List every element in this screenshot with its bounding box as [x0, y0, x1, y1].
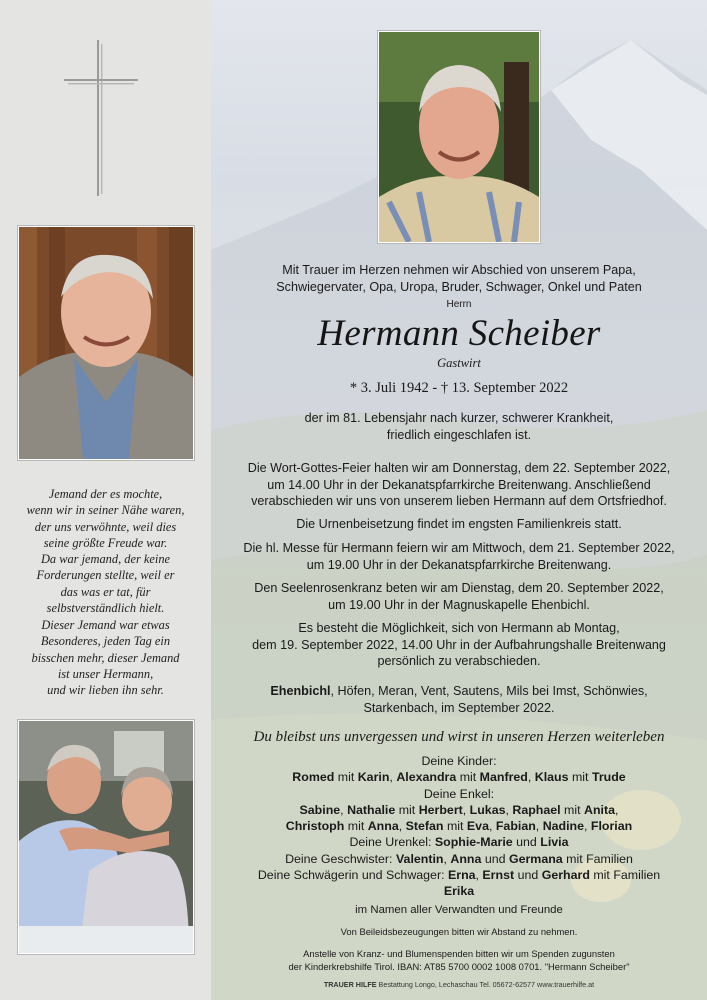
intro-text [211, 262, 707, 295]
footer [211, 980, 707, 989]
poem-line: ist unser Hermann, [57, 666, 154, 681]
service-line: Die Wort-Gottes-Feier halten wir am Donnerstag, dem 22. September 2022, [247, 461, 671, 475]
family-connector: mit [459, 770, 477, 785]
family-member-name: Florian [590, 819, 633, 834]
intro-line: Schwiegervater, Opa, Uropa, Bruder, Schwager, Onkel und Paten [276, 279, 642, 294]
family-member-name: Livia [540, 835, 569, 850]
service-announcement [211, 460, 707, 510]
family-connector: mit Familien [593, 868, 661, 883]
family-member-name: Anna [450, 851, 482, 866]
viewing-line: Es besteht die Möglichkeit, sich von Hermann ab Montag, [298, 621, 620, 635]
urn-announcement [211, 516, 707, 533]
salutation: Herrn [446, 299, 472, 310]
place-line: Starkenbach, im September 2022. [363, 700, 555, 715]
donation-note [211, 947, 707, 973]
family-connector: mit [564, 802, 581, 817]
poem-line: selbstverständlich hielt. [46, 601, 165, 616]
service-line: verabschieden wir uns von unserem lieben Hermann auf dem Ortsfriedhof. [251, 494, 667, 509]
profession: Gastwirt [437, 356, 481, 370]
family-list [211, 753, 707, 918]
life-dates: * 3. Juli 1942 - † 13. September 2022 [349, 380, 569, 396]
footer-brand: TRAUER HILFE [323, 980, 377, 989]
family-connector: mit [347, 819, 365, 834]
poem-line: seine größte Freude war. [43, 535, 168, 550]
viewing-line: persönlich zu verabschieden. [377, 654, 541, 669]
intro-line: Mit Trauer im Herzen nehmen wir Abschied von unserem Papa, [282, 263, 636, 277]
grandchildren-label: Deine Enkel: [423, 786, 495, 801]
place-and-date [211, 683, 707, 716]
cross-icon [64, 40, 138, 196]
family-member-name: Erna [447, 868, 476, 883]
grandchildren-names-2: Christoph mit Anna, Stefan mit Eva, Fabian, Nadine, Florian [285, 819, 633, 834]
family-member-name: Gerhard [541, 868, 590, 883]
siblings: Deine Geschwister: Valentin, Anna und Germana mit Familien [285, 851, 633, 866]
poem-stanza-1 [8, 486, 203, 616]
family-member-name: Erika [443, 884, 475, 899]
family-member-name: Nathalie [347, 802, 396, 817]
poem-line: das was er tat, für [60, 584, 151, 599]
family-member-name: Karin [357, 770, 390, 785]
family-connector: mit [446, 819, 464, 834]
relatives-line: im Namen aller Verwandten und Freunde [355, 903, 563, 916]
footer-details: Bestattung Longo, Lechaschau Tel. 05672-62577 www.trauerhilfe.at [378, 980, 595, 989]
poem-line: und wir lieben ihn sehr. [47, 683, 164, 698]
poem-line: Jemand der es mochte, [48, 487, 163, 501]
rosary-line: Den Seelenrosenkranz beten wir am Dienstag, dem 20. September 2022, [254, 581, 664, 595]
poem-line: Besonderes, jeden Tag ein [40, 634, 171, 649]
mass-line: um 19.00 Uhr in der Dekanatspfarrkirche Breitenwang. [306, 557, 612, 572]
family-connector: Deine Geschwister: [285, 851, 393, 866]
family-connector: und [516, 835, 537, 850]
grandchildren-names-1: Sabine, Nathalie mit Herbert, Lukas, Raphael mit Anita, [299, 802, 619, 817]
family-member-name: Anita [584, 802, 615, 817]
family-connector: Deine Schwägerin und Schwager: [257, 868, 445, 883]
family-connector: mit [337, 770, 355, 785]
family-connector: mit [571, 770, 589, 785]
poem-line: bisschen mehr, dieser Jemand [31, 650, 180, 665]
family-member-name: Sabine [299, 802, 341, 817]
donation-line: der Kinderkrebshilfe Tirol. IBAN: AT85 5700 0002 1008 0701. "Hermann Scheiber" [288, 961, 630, 972]
urn-line: Die Urnenbeisetzung findet im engsten Familienkreis statt. [296, 517, 622, 531]
family-connector: und [517, 868, 539, 883]
mass-line: Die hl. Messe für Hermann feiern wir am Mittwoch, dem 21. September 2022, [243, 541, 675, 555]
family-connector: mit [398, 802, 416, 817]
family-member-name: Alexandra [396, 770, 457, 785]
poem-line: wenn wir in seiner Nähe waren, [26, 503, 185, 518]
great-grandchildren [211, 834, 707, 850]
place-line [211, 683, 707, 700]
children-label: Deine Kinder: [421, 754, 497, 768]
poem-line: der uns verwöhnte, weil dies [34, 519, 177, 534]
viewing-announcement [211, 620, 707, 670]
family-member-name: Valentin [395, 851, 444, 866]
poem-line: Dieser Jemand war etwas [41, 618, 170, 632]
condolences-note: Von Beileidsbezeugungen bitten wir Abstand zu nehmen. [340, 926, 578, 937]
place-rest: , Höfen, Meran, Vent, Sautens, Mils bei Imst, Schönwies, [330, 684, 648, 698]
children-names: Romed mit Karin, Alexandra mit Manfred, Klaus mit Trude [292, 770, 626, 785]
family-connector: und [484, 851, 506, 866]
viewing-line: dem 19. September 2022, 14.00 Uhr in der Aufbahrungshalle Breitenwang [252, 637, 666, 652]
family-member-name: Lukas [469, 802, 506, 817]
family-member-name: Christoph [285, 819, 345, 834]
family-member-name: Eva [466, 819, 489, 834]
family-member-name: Klaus [534, 770, 569, 785]
age-line: friedlich eingeschlafen ist. [386, 427, 532, 442]
family-member-name: Germana [508, 851, 563, 866]
family-member-name: Herbert [418, 802, 463, 817]
family-member-name: Trude [591, 770, 626, 785]
donation-line: Anstelle von Kranz- und Blumenspenden bitten wir um Spenden zugunsten [303, 948, 615, 959]
family-member-name: Anna [367, 819, 399, 834]
rosary-announcement [211, 580, 707, 613]
memorial-motto: Du bleibst uns unvergessen und wirst in unseren Herzen weiterleben [253, 729, 665, 745]
portrait-photo-side [18, 226, 194, 460]
family-connector: Deine Urenkel: [349, 835, 432, 850]
age-line: der im 81. Lebensjahr nach kurzer, schwerer Krankheit, [304, 411, 614, 425]
poem-line: Forderungen stellte, weil er [36, 568, 175, 583]
in-laws-2 [211, 883, 707, 899]
family-member-name: Romed [292, 770, 335, 785]
family-member-name: Raphael [512, 802, 561, 817]
couple-photo [18, 720, 194, 954]
family-member-name: Fabian [495, 819, 536, 834]
in-laws: Deine Schwägerin und Schwager: Erna, Ernst und Gerhard mit Familien [257, 868, 661, 883]
age-statement [211, 410, 707, 443]
place-first: Ehenbichl [270, 684, 331, 698]
family-member-name: Manfred [479, 770, 528, 785]
mass-announcement [211, 540, 707, 573]
rosary-line: um 19.00 Uhr in der Magnuskapelle Ehenbichl. [328, 597, 590, 612]
family-connector: mit Familien [566, 851, 633, 866]
poem-line: Da war jemand, der keine [40, 552, 171, 567]
family-member-name: Nadine [542, 819, 584, 834]
family-member-name: Sophie-Marie [434, 835, 513, 850]
portrait-photo-main [378, 31, 540, 243]
family-member-name: Ernst [482, 868, 515, 883]
poem-stanza-2 [8, 617, 203, 698]
deceased-name: Hermann Scheiber [317, 313, 601, 354]
service-line: um 14.00 Uhr in der Dekanatspfarrkirche Breitenwang. Anschließend [267, 477, 651, 492]
family-member-name: Stefan [405, 819, 444, 834]
